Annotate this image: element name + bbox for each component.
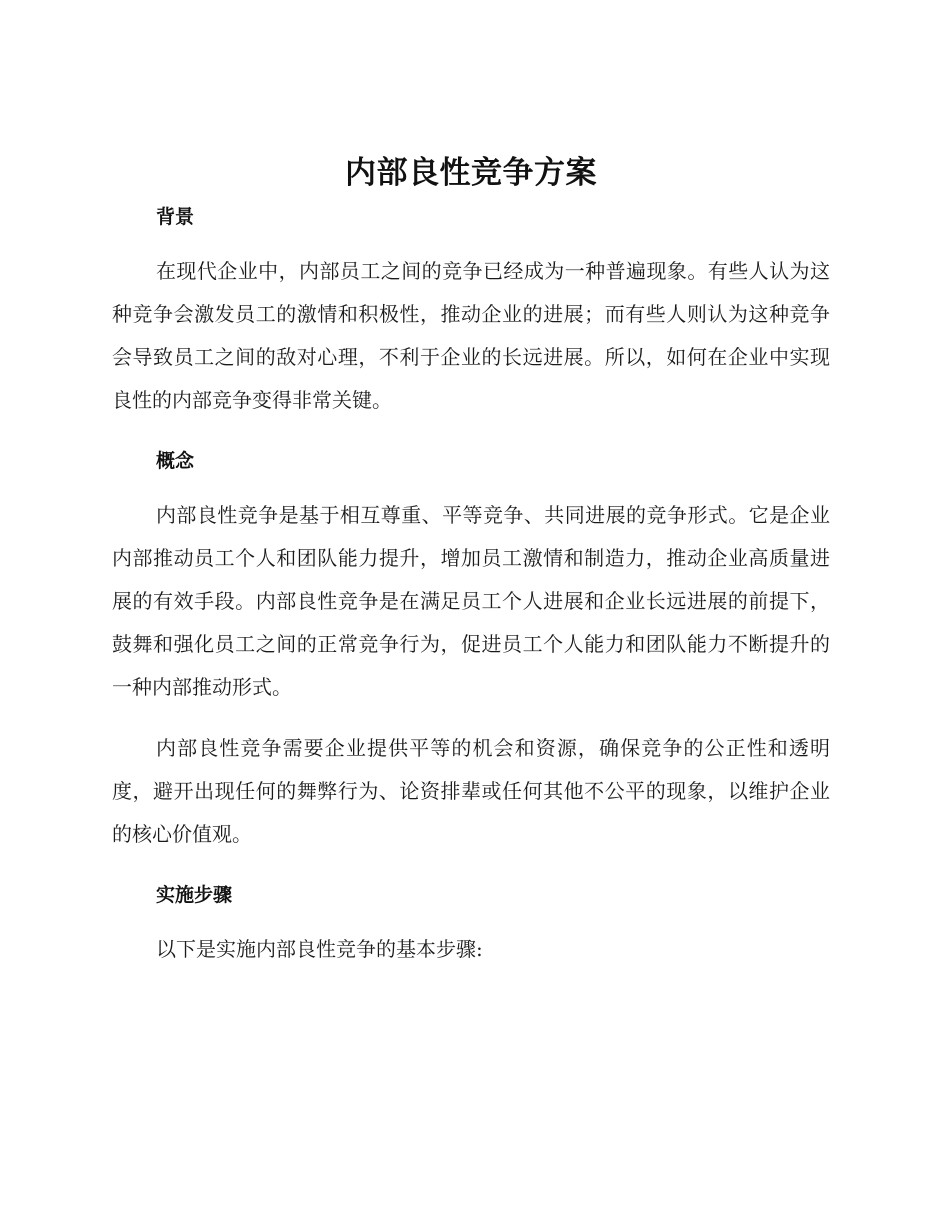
section-implementation-steps [112,880,830,971]
concept-paragraph-1: 内部良性竞争是基于相互尊重、平等竞争、共同进展的竞争形式。它是企业内部推动员工个人和团队能力提升，增加员工激情和制造力，推动企业高质量进展的有效手段。内部良性竞争是在满足员工个人进展和企业长远进展的前提下，鼓舞和强化员工之间的正常竞争行为，促进员工个人能力和团队能力不断提升的一种内部推动形式。 [112,503,830,699]
section-heading-implementation-steps: 实施步骤 [156,884,233,906]
document-title: 内部良性竞争方案 [345,155,597,191]
document-body [112,150,830,971]
section-heading-concept: 概念 [156,450,195,472]
section-heading-background: 背景 [156,206,195,228]
concept-paragraph-2: 内部良性竞争需要企业提供平等的机会和资源，确保竞争的公正性和透明度，避开出现任何的舞弊行为、论资排辈或任何其他不公平的现象，以维护企业的核心价值观。 [112,736,830,846]
section-concept [112,446,830,856]
steps-intro-paragraph: 以下是实施内部良性竞争的基本步骤: [156,937,483,961]
background-paragraph: 在现代企业中，内部员工之间的竞争已经成为一种普遍现象。有些人认为这种竞争会激发员工的激情和积极性，推动企业的进展；而有些人则认为这种竞争会导致员工之间的敌对心理，不利于企业的长远进展。所以，如何在企业中实现良性的内部竞争变得非常关键。 [112,259,830,412]
section-background [112,202,830,422]
